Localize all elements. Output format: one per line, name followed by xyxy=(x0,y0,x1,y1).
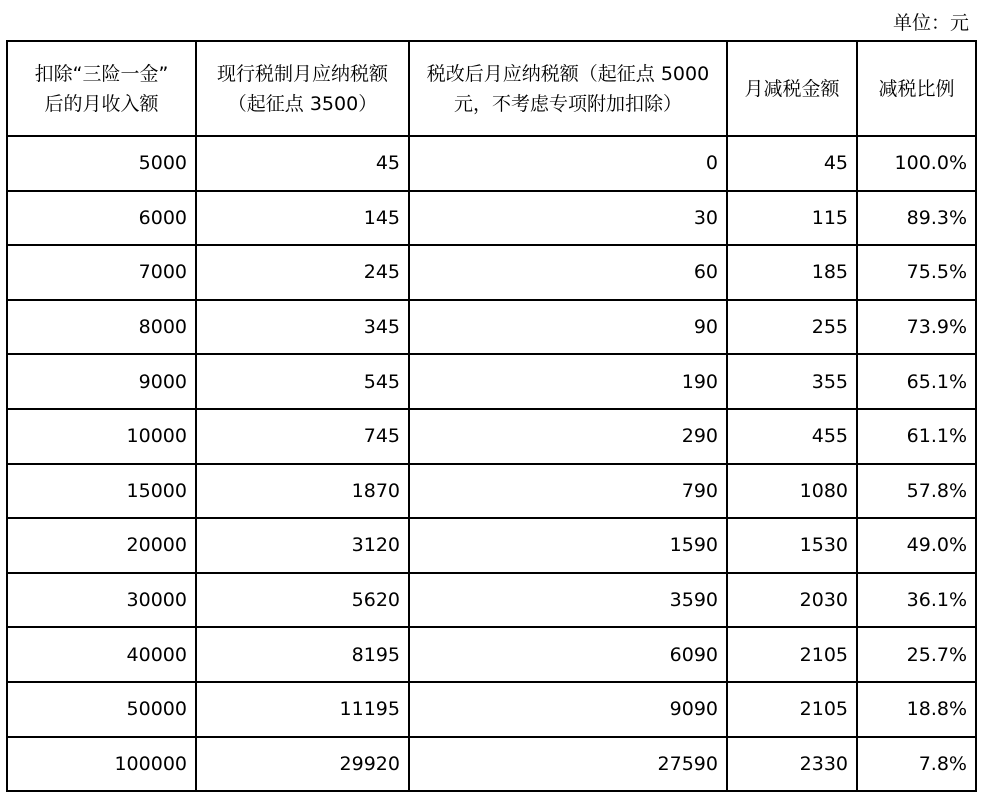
income-cell: 100000 xyxy=(7,737,196,792)
new-tax-cell: 60 xyxy=(409,245,727,300)
new-tax-cell: 27590 xyxy=(409,737,727,792)
reduction-cell: 355 xyxy=(727,354,857,409)
ratio-cell: 49.0% xyxy=(857,518,976,573)
reduction-cell: 2330 xyxy=(727,737,857,792)
tax-comparison-table xyxy=(6,40,977,792)
new-tax-cell: 0 xyxy=(409,136,727,191)
current-tax-cell: 145 xyxy=(196,191,409,246)
unit-label: 单位：元 xyxy=(892,12,969,34)
table-row xyxy=(7,354,976,409)
ratio-cell: 75.5% xyxy=(857,245,976,300)
income-cell: 20000 xyxy=(7,518,196,573)
current-tax-cell: 3120 xyxy=(196,518,409,573)
table-body xyxy=(7,136,976,791)
income-cell: 10000 xyxy=(7,409,196,464)
current-tax-cell: 29920 xyxy=(196,737,409,792)
header-line: 月减税金额 xyxy=(744,77,840,100)
ratio-cell: 73.9% xyxy=(857,300,976,355)
ratio-cell: 57.8% xyxy=(857,464,976,519)
new-tax-cell: 90 xyxy=(409,300,727,355)
table-row xyxy=(7,409,976,464)
new-tax-cell: 1590 xyxy=(409,518,727,573)
income-cell: 50000 xyxy=(7,682,196,737)
current-tax-cell: 8195 xyxy=(196,627,409,682)
reduction-cell: 455 xyxy=(727,409,857,464)
table-row xyxy=(7,300,976,355)
table-row xyxy=(7,573,976,628)
income-cell: 8000 xyxy=(7,300,196,355)
current-tax-cell: 45 xyxy=(196,136,409,191)
ratio-cell: 18.8% xyxy=(857,682,976,737)
table-row xyxy=(7,464,976,519)
income-cell: 5000 xyxy=(7,136,196,191)
current-tax-cell: 245 xyxy=(196,245,409,300)
table-row xyxy=(7,518,976,573)
current-tax-cell: 11195 xyxy=(196,682,409,737)
header-current-tax xyxy=(196,41,409,136)
header-line: 现行税制月应纳税额 xyxy=(216,62,388,85)
ratio-cell: 100.0% xyxy=(857,136,976,191)
new-tax-cell: 9090 xyxy=(409,682,727,737)
reduction-cell: 2105 xyxy=(727,627,857,682)
ratio-cell: 25.7% xyxy=(857,627,976,682)
ratio-cell: 65.1% xyxy=(857,354,976,409)
ratio-cell: 36.1% xyxy=(857,573,976,628)
ratio-cell: 61.1% xyxy=(857,409,976,464)
header-line: 后的月收入额 xyxy=(44,92,159,115)
current-tax-cell: 345 xyxy=(196,300,409,355)
reduction-cell: 115 xyxy=(727,191,857,246)
header-line: 税改后月应纳税额（起征点 5000 xyxy=(426,62,710,85)
reduction-cell: 2030 xyxy=(727,573,857,628)
new-tax-cell: 790 xyxy=(409,464,727,519)
reduction-cell: 1530 xyxy=(727,518,857,573)
new-tax-cell: 290 xyxy=(409,409,727,464)
header-row xyxy=(7,41,976,136)
ratio-cell: 7.8% xyxy=(857,737,976,792)
reduction-cell: 1080 xyxy=(727,464,857,519)
ratio-cell: 89.3% xyxy=(857,191,976,246)
income-cell: 9000 xyxy=(7,354,196,409)
income-cell: 7000 xyxy=(7,245,196,300)
header-new-tax xyxy=(409,41,727,136)
table-row xyxy=(7,737,976,792)
current-tax-cell: 745 xyxy=(196,409,409,464)
reduction-cell: 45 xyxy=(727,136,857,191)
income-cell: 15000 xyxy=(7,464,196,519)
new-tax-cell: 3590 xyxy=(409,573,727,628)
current-tax-cell: 5620 xyxy=(196,573,409,628)
income-cell: 40000 xyxy=(7,627,196,682)
table-header xyxy=(7,41,976,136)
header-line: 减税比例 xyxy=(878,77,955,100)
header-line: （起征点 3500） xyxy=(227,92,378,115)
current-tax-cell: 1870 xyxy=(196,464,409,519)
new-tax-cell: 6090 xyxy=(409,627,727,682)
header-line: 元，不考虑专项附加扣除） xyxy=(453,92,682,115)
table-row xyxy=(7,245,976,300)
table-row xyxy=(7,191,976,246)
table-row xyxy=(7,682,976,737)
table-row xyxy=(7,136,976,191)
new-tax-cell: 30 xyxy=(409,191,727,246)
header-income xyxy=(7,41,196,136)
reduction-cell: 2105 xyxy=(727,682,857,737)
header-reduction-ratio xyxy=(857,41,976,136)
income-cell: 30000 xyxy=(7,573,196,628)
table-row xyxy=(7,627,976,682)
current-tax-cell: 545 xyxy=(196,354,409,409)
header-line: 扣除“三险一金” xyxy=(34,62,169,85)
header-tax-reduction xyxy=(727,41,857,136)
new-tax-cell: 190 xyxy=(409,354,727,409)
income-cell: 6000 xyxy=(7,191,196,246)
reduction-cell: 185 xyxy=(727,245,857,300)
reduction-cell: 255 xyxy=(727,300,857,355)
